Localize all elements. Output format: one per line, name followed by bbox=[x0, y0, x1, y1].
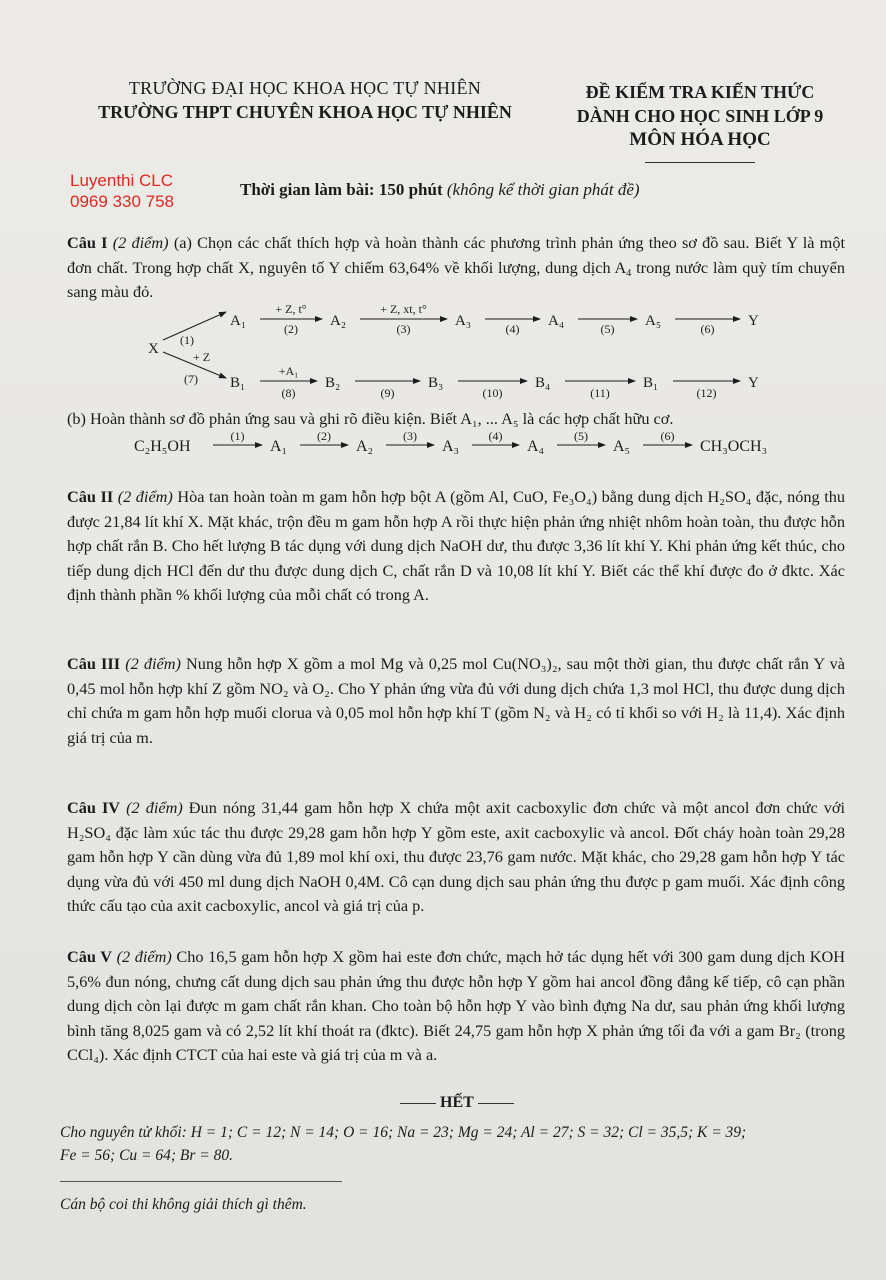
question-4-title: Câu IV bbox=[67, 798, 121, 817]
chain-node: A₄ bbox=[527, 438, 545, 455]
exam-subject: MÔN HÓA HỌC bbox=[629, 129, 771, 150]
question-3-text: Nung hỗn hợp X gồm a mol Mg và 0,25 mol Cu(NO₃)₂, sau một thời gian, thu được chất rắn Y và 0,45 mol hỗn hợp khí Z gồm NO₂ và O₂. Cho Y phản ứng vừa đủ với dung dịch chứa 1,3 mol HCl, thu được dung dịch chỉ chứa m gam hỗn hợp muối clorua và 0,05 mol hỗn hợp khí T (gồm N₂ và H₂ có tỉ khối so với H₂ là 11,4). Xác định giá trị của m. bbox=[67, 654, 845, 747]
atomic-line-2: Fe = 56; Cu = 64; Br = 80. bbox=[60, 1147, 234, 1164]
scheme-bottom-node: B₄ bbox=[535, 375, 551, 391]
scheme-x: X bbox=[148, 341, 159, 357]
university-name: TRƯỜNG ĐẠI HỌC KHOA HỌC TỰ NHIÊN bbox=[128, 78, 482, 98]
footer-divider bbox=[60, 1181, 342, 1182]
scheme-bottom-node: B₁ bbox=[643, 375, 659, 391]
question-3 bbox=[67, 652, 845, 750]
scheme-bottom-step: (12) bbox=[696, 386, 717, 400]
chain-node: A₃ bbox=[442, 438, 460, 455]
scheme-top-step: (5) bbox=[600, 322, 615, 336]
question-5-text: Cho 16,5 gam hỗn hợp X gồm hai este đơn chức, mạch hở tác dụng hết với 300 gam dung dịch KOH 5,6% đun nóng, chưng cất dung dịch sau phản ứng thu được hỗn hợp Y gồm hai ancol đồng đẳng kế tiếp, cô cạn phần dung dịch còn lại được m gam chất rắn khan. Cho toàn bộ hỗn hợp Y vào bình đựng Na dư, sau phản ứng khối lượng bình tăng 8,025 gam và có 2,52 lít khí thoát ra (đktc). Biết 24,75 gam hỗn hợp X phản ứng tối đa với a gam Br₂ (trong CCl₄). Xác định CTCT của hai este và giá trị của m và a. bbox=[67, 947, 845, 1064]
scheme-bottom-step: (11) bbox=[590, 386, 610, 400]
end-dash-right bbox=[478, 1103, 514, 1104]
ethanol-chain bbox=[0, 0, 886, 470]
atomic-masses bbox=[60, 1121, 746, 1167]
scheme-top-step: (3) bbox=[396, 322, 411, 336]
scheme-bottom-step: (10) bbox=[482, 386, 503, 400]
question-3-points: (2 điểm) bbox=[125, 654, 181, 673]
chain-node: A₅ bbox=[613, 438, 631, 455]
exam-audience: DÀNH CHO HỌC SINH LỚP 9 bbox=[576, 106, 824, 126]
scheme-top-node: A₄ bbox=[548, 313, 565, 329]
question-5-points: (2 điểm) bbox=[116, 947, 172, 966]
chain-node: CH₃OCH₃ bbox=[700, 438, 768, 455]
brand-name: Luyenthi CLC bbox=[70, 171, 174, 190]
question-4 bbox=[67, 796, 845, 919]
scheme-top-node: A₅ bbox=[645, 313, 662, 329]
chain-step: (5) bbox=[574, 429, 588, 443]
scheme-top-node: A₁ bbox=[230, 313, 247, 329]
scheme-bottom-node: B₃ bbox=[428, 375, 444, 391]
chain-node: A₁ bbox=[270, 438, 288, 455]
time-label: Thời gian làm bài: 150 phút bbox=[240, 180, 443, 199]
chain-step: (3) bbox=[403, 429, 417, 443]
scheme-top-node: A₃ bbox=[455, 313, 472, 329]
chain-step: (2) bbox=[317, 429, 331, 443]
school-name: TRƯỜNG THPT CHUYÊN KHOA HỌC TỰ NHIÊN bbox=[98, 102, 512, 122]
chain-step: (4) bbox=[488, 429, 503, 443]
scheme-bottom-condition: +A₁ bbox=[278, 364, 299, 378]
proctor-note: Cán bộ coi thi không giải thích gì thêm. bbox=[60, 1196, 307, 1213]
scheme-bottom-node: B₂ bbox=[325, 375, 341, 391]
end-mark bbox=[396, 1094, 518, 1112]
branch-down-label: (7) bbox=[184, 372, 198, 386]
chain-start: C₂H₅OH bbox=[134, 438, 191, 455]
question-5-title: Câu V bbox=[67, 947, 113, 966]
scheme-top-node: A₂ bbox=[330, 313, 347, 329]
atomic-line-1: Cho nguyên tử khối: H = 1; C = 12; N = 14; O = 16; Na = 23; Mg = 24; Al = 27; S = 32; Cl = 35,5; K = 39; bbox=[60, 1124, 747, 1141]
scheme-bottom-node: B₁ bbox=[230, 375, 246, 391]
chain-node: A₂ bbox=[356, 438, 374, 455]
brand-phone: 0969 330 758 bbox=[70, 192, 174, 211]
scheme-top-condition: + Z, t° bbox=[275, 302, 307, 316]
question-1-sub: 4 bbox=[626, 267, 632, 279]
question-2-points: (2 điểm) bbox=[117, 487, 173, 506]
end-dash-left bbox=[400, 1103, 436, 1104]
scheme-bottom-step: (9) bbox=[380, 386, 395, 400]
scheme-bottom-node: Y bbox=[748, 375, 759, 391]
question-4-text: Đun nóng 31,44 gam hỗn hợp X chứa một axit cacboxylic đơn chức và một ancol đơn chức với H₂SO₄ đặc làm xúc tác thu được 29,28 gam hỗn hợp Y gồm este, axit cacboxylic và ancol. Đốt cháy hoàn toàn 29,28 gam hỗn hợp Y cần dùng vừa đủ 1,89 mol khí oxi, thu được 23,76 gam nước. Mặt khác, cho 29,28 gam hỗn hợp Y tác dụng vừa đủ với 450 ml dung dịch NaOH 0,4M. Cô cạn dung dịch sau phản ứng thu được p gam muối. Xác định công thức cấu tạo của axit cacboxylic, ancol và giá trị của p. bbox=[67, 798, 846, 915]
exam-title: ĐỀ KIỂM TRA KIẾN THỨC bbox=[585, 82, 815, 102]
end-text: HẾT bbox=[440, 1094, 474, 1111]
question-1-text-a: (a) Chọn các chất thích hợp và hoàn thành các phương trình phản ứng theo sơ đồ sau. Biết Y là một đơn chất. Trong hợp chất X, nguyên tố Y chiếm 63,64% về khối lượng, dung dịch A bbox=[67, 233, 846, 277]
branch-up-label: (1) bbox=[180, 333, 194, 347]
question-4-points: (2 điểm) bbox=[126, 798, 183, 817]
scheme-top-node: Y bbox=[748, 313, 759, 329]
question-2-title: Câu II bbox=[67, 487, 114, 506]
scheme-top-step: (4) bbox=[505, 322, 520, 336]
scheme-bottom-step: (8) bbox=[281, 386, 296, 400]
branch-down-cond: + Z bbox=[193, 350, 211, 364]
scheme-top-condition: + Z, xt, t° bbox=[380, 302, 427, 316]
question-3-title: Câu III bbox=[67, 654, 121, 673]
question-1-text-b: (b) Hoàn thành sơ đồ phản ứng sau và ghi rõ điều kiện. Biết A₁, ... A₅ là các hợp chất hữu cơ. bbox=[67, 409, 674, 428]
chain-step: (1) bbox=[230, 429, 245, 443]
question-2-text: Hòa tan hoàn toàn m gam hỗn hợp bột A (gồm Al, CuO, Fe₃O₄) bằng dung dịch H₂SO₄ đặc, nóng thu được 21,84 lít khí X. Mặt khác, trộn đều m gam hỗn hợp A rồi thực hiện phản ứng nhiệt nhôm hoàn toàn, thu được hỗn hợp chất rắn B. Cho hết lượng B tác dụng với dung dịch NaOH dư, thu được 3,36 lít khí Y. Khi phản ứng kết thúc, cho tiếp dung dịch HCl đến dư thu được dung dịch C, chất rắn D và 10,08 lít khí Y. Biết các thể khí được đo ở đktc. Xác định thành phần % khối lượng của mỗi chất có trong A. bbox=[67, 487, 846, 604]
chain-step: (6) bbox=[660, 429, 675, 443]
scheme-top-step: (2) bbox=[284, 322, 298, 336]
question-5 bbox=[67, 945, 845, 1068]
question-1-title: Câu I bbox=[67, 233, 108, 252]
scheme-top-step: (6) bbox=[700, 322, 715, 336]
question-1-text-a-end: trong nước làm quỳ tím chuyển sang màu đỏ. bbox=[67, 257, 846, 301]
question-1-points: (2 điểm) bbox=[112, 233, 169, 252]
time-note: (không kể thời gian phát đề) bbox=[446, 180, 640, 199]
question-2 bbox=[67, 485, 845, 608]
